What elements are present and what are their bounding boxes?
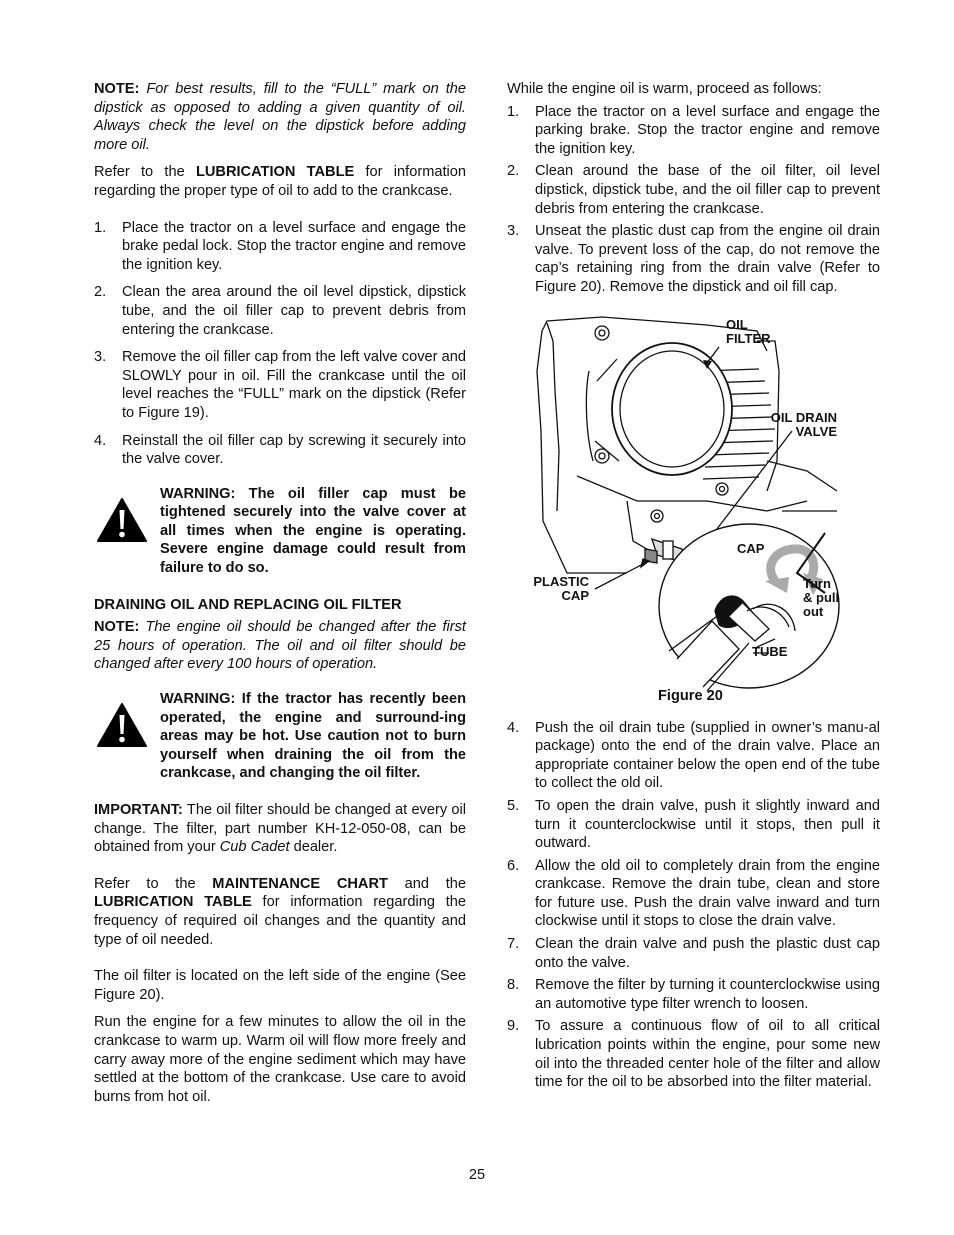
warning-filler-cap: WARNING: The oil filler cap must be tightened securely into the valve cover at all times when the engine is operating. Severe engine damage could result from failure to do so. [94,485,466,578]
label-oil-drain-valve: OIL DRAIN VALVE [770,409,837,439]
list-item: 1. Place the tractor on a level surface and engage the brake pedal lock. Stop the tractor engine and remove the ignition key. [94,219,466,273]
refer-lubrication-table: Refer to the LUBRICATION TABLE for information regarding the proper type of oil to add to the crankcase. [94,164,466,199]
list-item: 4. Reinstall the oil filler cap by screwing it securely into the valve cover. [94,432,466,468]
note-fill-full: NOTE: For best results, fill to the “FULL” mark on the dipstick as opposed to adding a given quantity of oil. Always check the level on the dipstick before adding more oil. [94,81,466,153]
right-column [507,80,880,1096]
important-filter-part: IMPORTANT: The oil filter should be changed at every oil change. The filter, part number KH-12-050-08, can be obtained from your Cub Cadet dealer. [94,802,466,856]
left-column [94,80,466,1106]
drain-steps-a [507,103,880,297]
intro-text: While the engine oil is warm, proceed as follows: [507,81,822,97]
filter-location: The oil filter is located on the left side of the engine (See Figure 20). [94,968,466,1003]
list-item: 2. Clean around the base of the oil filter, oil level dipstick, dipstick tube, and the oil filler cap to prevent debris from entering the crankcase. [507,163,880,217]
engine-drain-illustration [507,311,880,701]
list-item: 5. To open the drain valve, push it slightly inward and turn it counterclockwise until it stops, then pull it outward. [507,797,880,852]
page-number: 25 [468,1167,486,1183]
label-turn-pull-out: Turn & pull out [803,575,840,619]
label-tube: TUBE [752,643,788,659]
section-heading: DRAINING OIL AND REPLACING OIL FILTER [94,596,402,613]
list-item: 2. Clean the area around the oil level dipstick, dipstick tube, and the oil filler cap to prevent debris from entering the crankcase. [94,284,466,338]
run-engine-warm: Run the engine for a few minutes to allow the oil in the crankcase to warm up. Warm oil will flow more freely and carry away more of the engine sediment which may have settled at the bottom of the crankcase. Use care to avoid burns from hot oil. [94,1014,466,1105]
figure-caption: Figure 20 [658,687,723,704]
note-change-interval: NOTE: The engine oil should be changed after the first 25 hours of operation. The oil and oil filter should be changed after every 100 hours of operation. [94,619,466,673]
label-cap: CAP [737,540,765,556]
refer-maintenance-chart: Refer to the MAINTENANCE CHART and the LUBRICATION TABLE for information regarding the frequency of required oil changes and the quantity and type of oil needed. [94,875,466,948]
warning-hot-engine: WARNING: If the tractor has recently been operated, the engine and surround-ing areas may be hot. Use caution not to burn yourself when draining the oil from the crankcase, and changing the oil filter. [94,690,466,783]
warning-triangle-icon [96,497,148,543]
label-plastic-cap: PLASTIC CAP [533,573,589,603]
list-item: 8. Remove the filter by turning it counterclockwise using an automotive type filter wrench to loosen. [507,977,880,1012]
add-oil-steps [94,219,466,469]
list-item: 7. Clean the drain valve and push the plastic dust cap onto the valve. [507,936,880,971]
figure-20 [507,311,880,704]
list-item: 6. Allow the old oil to completely drain from the engine crankcase. Remove the drain tube, clean and store for future use. Push the drain valve inward and turn clockwise until it stops to close the drain valve. [507,857,880,930]
list-item: 3. Remove the oil filler cap from the left valve cover and SLOWLY pour in oil. Fill the crankcase until the oil level reaches the “FULL” mark on the dipstick (Refer to Figure 19). [94,349,466,421]
warning-triangle-icon [96,702,148,748]
list-item: 1. Place the tractor on a level surface and engage the parking brake. Stop the tractor engine and remove the ignition key. [507,103,880,157]
list-item: 3. Unseat the plastic dust cap from the engine oil drain valve. To prevent loss of the cap, do not remove the cap’s retaining ring from the drain valve (Refer to Figure 20). Remove the dipstick and oil fill cap. [507,223,880,295]
drain-steps-b [507,719,880,1092]
list-item: 4. Push the oil drain tube (supplied in owner’s manu-al package) onto the end of the drain valve. Place an appropriate container below the open end of the tube to collect the old oil. [507,719,880,792]
label-oil-filter: OIL FILTER [726,316,771,346]
list-item: 9. To assure a continuous flow of oil to all critical lubrication points within the engine, pour some new oil into the threaded center hole of the filter and allow time for the oil to be absorbed into the filter material. [507,1018,880,1091]
